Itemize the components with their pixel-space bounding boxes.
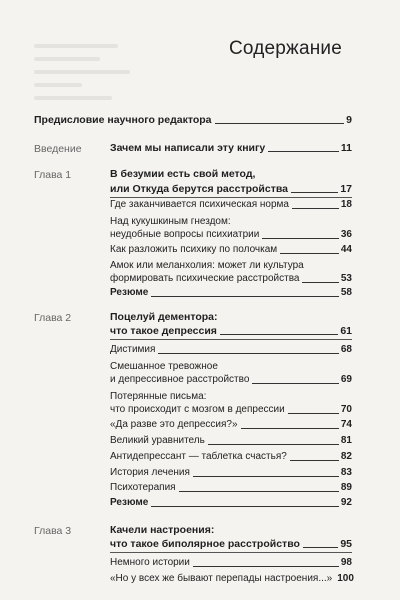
leader-line [215,123,345,124]
page-number: 74 [340,419,352,430]
leader-line [151,296,339,297]
page-number: 68 [340,344,352,355]
leader-line [290,460,339,461]
toc-entry[interactable] [110,482,352,494]
toc-entry[interactable] [110,199,352,211]
entry-title: Как разложить психику по полочкам [110,244,278,255]
entry-title: Резюме [110,287,149,298]
leader-line [268,151,339,152]
page-number: 53 [340,273,352,284]
page-number: 36 [340,229,352,240]
leader-line [208,444,339,445]
toc-entry-summary[interactable] [110,287,352,299]
toc-entry-chapter-3[interactable] [110,538,352,550]
page-number: 61 [340,325,352,337]
chapter-3-heading-line1: Качели настроения: [110,524,215,536]
toc-entry[interactable] [110,467,352,479]
page-number: 95 [340,538,352,550]
entry-title: формировать психические расстройства [110,273,300,284]
leader-line [252,383,339,384]
toc-entry[interactable] [110,419,352,431]
page-number: 11 [340,142,352,154]
leader-line [302,282,338,283]
chapter-1-label: Глава 1 [34,169,72,181]
entry-title-line1: Потерянные письма: [110,391,207,402]
toc-entry[interactable] [110,573,352,585]
entry-title: неудобные вопросы психиатрии [110,229,260,240]
entry-title: Психотерапия [110,482,176,493]
leader-line [262,238,339,239]
toc-entry[interactable] [110,273,352,285]
page-number: 92 [340,497,352,508]
toc-entry[interactable] [110,244,352,256]
leader-line [241,428,339,429]
entry-title: Немного истории [110,557,190,568]
separator [110,197,352,198]
leader-line [288,413,339,414]
page-number: 69 [340,374,352,385]
page-number: 98 [340,557,352,568]
page-number: 89 [340,482,352,493]
entry-title-line1: Смешанное тревожное [110,361,218,372]
entry-title-line1: Над кукушкиным гнездом: [110,216,231,227]
separator [110,552,352,553]
toc-entry-preface[interactable] [34,114,352,126]
entry-title: или Откуда берутся расстройства [110,183,289,195]
page-number: 58 [340,287,352,298]
page-number: 81 [340,435,352,446]
entry-title: Зачем мы написали эту книгу [110,142,266,154]
entry-title: что такое биполярное расстройство [110,538,300,550]
toc-entry[interactable] [110,404,352,416]
leader-line [193,566,339,567]
entry-title: Дистимия [110,344,156,355]
entry-title: и депрессивное расстройство [110,374,250,385]
intro-label: Введение [34,143,82,155]
chapter-2-label: Глава 2 [34,312,72,324]
show-through-text [34,44,154,109]
toc-entry[interactable] [110,435,352,447]
leader-line [291,192,338,193]
page-number: 82 [340,451,352,462]
toc-entry[interactable] [110,557,352,569]
toc-entry-summary[interactable] [110,497,352,509]
leader-line [303,547,338,548]
page-number: 18 [340,199,352,210]
entry-title: История лечения [110,467,190,478]
page-number: 100 [337,573,354,584]
toc-entry-chapter-2[interactable] [110,325,352,337]
page-number: 83 [340,467,352,478]
toc-entry[interactable] [110,229,352,241]
entry-title: Где заканчивается психическая норма [110,199,289,210]
entry-title: Великий уравнитель [110,435,205,446]
entry-title: что происходит с мозгом в депрессии [110,404,285,415]
separator [110,339,352,340]
toc-entry[interactable] [110,451,352,463]
toc-entry-intro[interactable] [110,142,352,154]
page-title: Содержание [228,38,342,59]
leader-line [158,353,338,354]
chapter-3-label: Глава 3 [34,525,72,537]
entry-title: «Но у всех же бывают перепады настроения...» [110,573,333,584]
leader-line [292,208,339,209]
chapter-1-heading-line1: В безумии есть свой метод, [110,168,256,180]
leader-line [151,506,339,507]
page-number: 70 [340,404,352,415]
entry-title: Предисловие научного редактора [34,114,212,126]
page-number: 9 [346,114,352,126]
leader-line [179,491,339,492]
leader-line [193,476,339,477]
chapter-2-heading-line1: Поцелуй дементора: [110,311,218,323]
entry-title: «Да разве это депрессия?» [110,419,238,430]
entry-title: что такое депрессия [110,325,217,337]
entry-title: Антидепрессант — таблетка счастья? [110,451,287,462]
leader-line [220,334,338,335]
entry-title: Резюме [110,497,149,508]
page-number: 44 [340,244,352,255]
toc-entry[interactable] [110,374,352,386]
toc-entry-chapter-1[interactable] [110,183,352,195]
entry-title-line1: Амок или меланхолия: может ли культура [110,260,304,271]
leader-line [280,253,339,254]
page-number: 17 [340,183,352,195]
toc-entry[interactable] [110,344,352,356]
